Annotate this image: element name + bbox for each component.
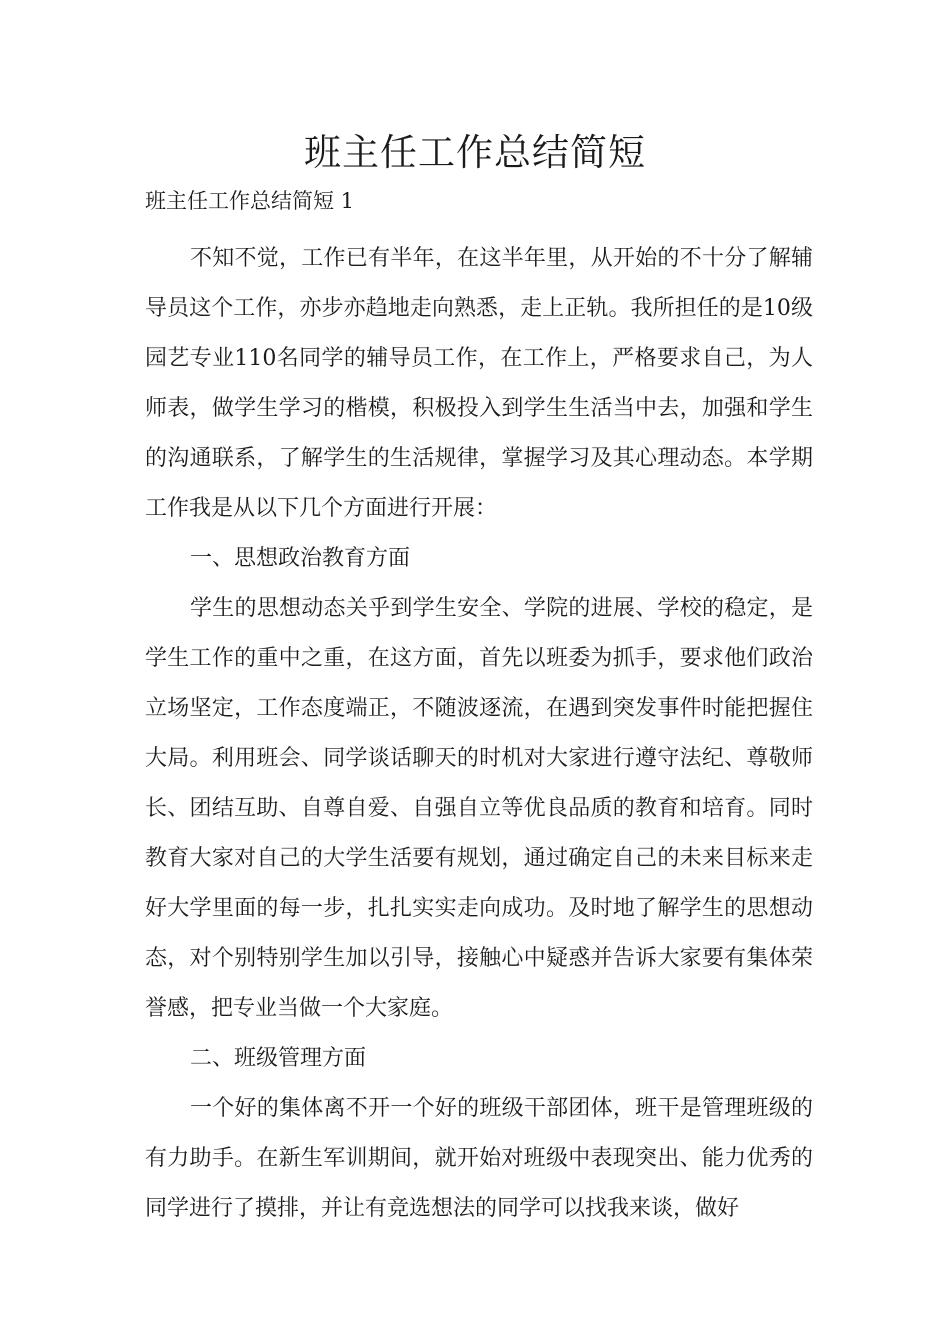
document-title: 班主任工作总结简短 (304, 131, 646, 174)
paragraph-section-2: 一个好的集体离不开一个好的班级干部团体，班干是管理班级的有力助手。在新生军训期间，就开始对班级中表现突出、能力优秀的同学进行了摸排，并让有竞选想法的同学可以找我来谈，做好 (145, 1096, 813, 1221)
document-subtitle: 班主任工作总结简短 1 (145, 189, 355, 213)
section-heading-2: 二、班级管理方面 (190, 1046, 367, 1071)
document-body (145, 234, 813, 1234)
section-heading-1: 一、思想政治教育方面 (190, 546, 411, 571)
paragraph-section-1: 学生的思想动态关乎到学生安全、学院的进展、学校的稳定，是学生工作的重中之重，在这方面，首先以班委为抓手，要求他们政治立场坚定，工作态度端正，不随波逐流，在遇到突发事件时能把握住大局。利用班会、同学谈话聊天的时机对大家进行遵守法纪、尊敬师长、团结互助、自尊自爱、自强自立等优良品质的教育和培育。同时教育大家对自己的大学生活要有规划，通过确定自己的未来目标来走好大学里面的每一步，扎扎实实走向成功。及时地了解学生的思想动态，对个别特别学生加以引导，接触心中疑惑并告诉大家要有集体荣誉感，把专业当做一个大家庭。 (145, 596, 813, 1021)
paragraph-intro: 不知不觉，工作已有半年，在这半年里，从开始的不十分了解辅导员这个工作，亦步亦趋地走向熟悉，走上正轨。我所担任的是10级园艺专业110名同学的辅导员工作，在工作上，严格要求自己，为人师表，做学生学习的楷模，积极投入到学生生活当中去，加强和学生的沟通联系，了解学生的生活规律，掌握学习及其心理动态。本学期工作我是从以下几个方面进行开展： (145, 246, 813, 521)
